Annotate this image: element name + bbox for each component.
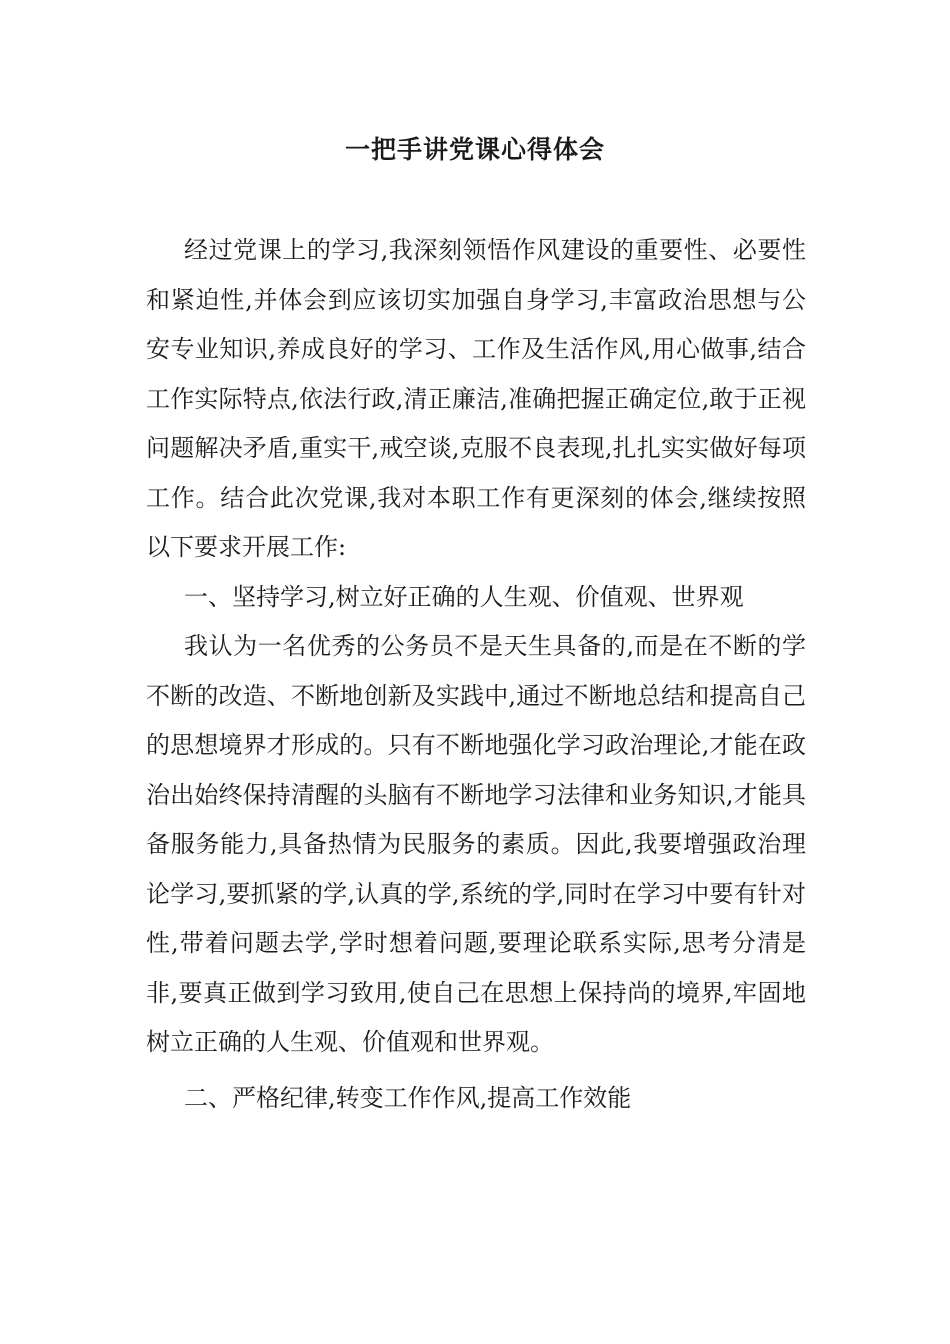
paragraph-intro: 经过党课上的学习,我深刻领悟作风建设的重要性、必要性和紧迫性,并体会到应该切实加强自身学习,丰富政治思想与公安专业知识,养成良好的学习、工作及生活作风,用心做事,结合工作实际特点,依法行政,清正廉洁,准确把握正确定位,敢于正视问题解决矛盾,重实干,戒空谈,克服不良表现,扎扎实实做好每项工作。结合此次党课,我对本职工作有更深刻的体会,继续按照以下要求开展工作: xyxy=(146,236,806,561)
section-heading-two: 二、严格纪律,转变工作作风,提高工作效能 xyxy=(184,1083,632,1112)
paragraph-section-one: 我认为一名优秀的公务员不是天生具备的,而是在不断的学不断的改造、不断地创新及实践中,通过不断地总结和提高自己的思想境界才形成的。只有不断地强化学习政治理论,才能在政治出始终保持清醒的头脑有不断地学习法律和业务知识,才能具备服务能力,具备热情为民服务的素质。因此,我要增强政治理论学习,要抓紧的学,认真的学,系统的学,同时在学习中要有针对性,带着问题去学,学时想着问题,要理论联系实际,思考分清是非,要真正做到学习致用,使自己在思想上保持尚的境界,牢固地树立正确的人生观、价值观和世界观。 xyxy=(146,632,806,1056)
section-heading-one: 一、坚持学习,树立好正确的人生观、价值观、世界观 xyxy=(184,582,744,611)
document-body xyxy=(146,226,806,1123)
document-title: 一把手讲党课心得体会 xyxy=(344,135,605,164)
